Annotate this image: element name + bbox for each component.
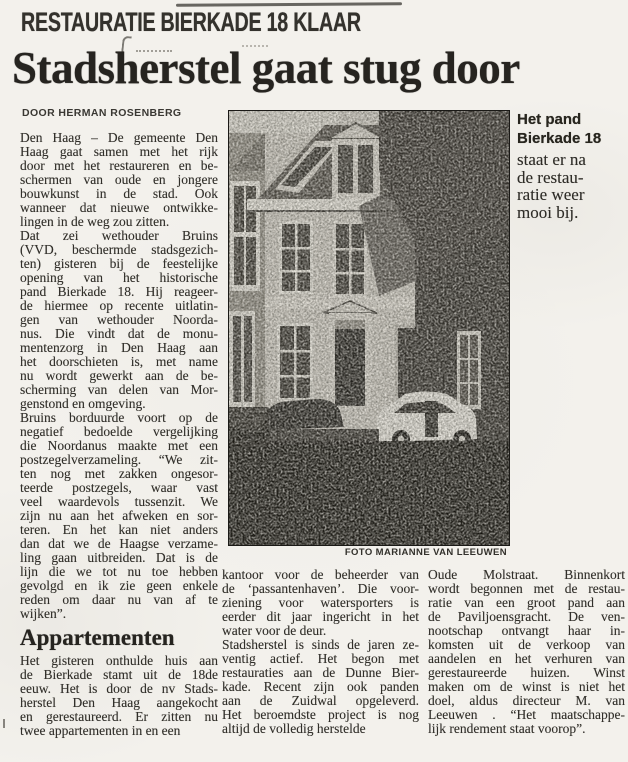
text-line: eeuw. Het is door de nv Stads-: [20, 681, 218, 696]
text-line: reden om daar nu van af te: [20, 592, 218, 607]
text-line: maken om de winst is niet het: [428, 679, 625, 694]
text-line: kade. Recent zijn ook panden: [222, 679, 419, 694]
text-line: ventig actief. Het begon met: [222, 651, 419, 666]
text-line: Het beroemdste project is nog: [222, 707, 419, 722]
text-line: altijd de volledig herstelde: [222, 721, 366, 736]
left-column-text: [20, 131, 218, 621]
text-line: gen van wethouder Noorda-: [20, 312, 218, 327]
text-line: ten) gisteren bij de feestelijke: [20, 256, 218, 271]
text-line: door met het restaureren en be-: [20, 158, 218, 173]
photo-credit: FOTO MARIANNE VAN LEEUWEN: [344, 547, 507, 558]
text-line: gerestaureerde huizen. Winst: [428, 665, 625, 680]
caption-line: de restau-: [517, 167, 584, 187]
text-line: Leeuwen . “Het maatschappe-: [428, 707, 625, 722]
text-line: postzegelverzameling. “We zit-: [20, 452, 218, 467]
text-line: scherming van delen van Mor-: [20, 382, 218, 397]
text-line: het doorschieten is, met name: [20, 354, 218, 369]
text-line: dan dat we de Haagse verzame-: [20, 536, 218, 551]
text-line: de hiermee op recente uitlatin-: [20, 298, 218, 313]
text-line: nus. Die vindt dat de monu-: [20, 326, 218, 341]
scan-artifact-tick: [3, 719, 5, 728]
text-line: nootschap ontvangt haar in-: [428, 623, 625, 638]
caption-line: ratie weer: [517, 185, 585, 204]
text-line: doel, aldus directeur M. van: [428, 693, 625, 708]
subhead: Appartementen: [20, 625, 175, 650]
text-line: ziening voor watersporters is: [222, 595, 419, 610]
left-column-text-continued: [20, 654, 218, 738]
text-line: Haag gaat samen met het rijk: [20, 144, 218, 159]
text-line: water voor de deur.: [222, 623, 327, 638]
text-line: zijn nu aan het afweken en sor-: [20, 508, 218, 523]
text-line: ten nog met zakken ongesor-: [20, 466, 218, 481]
text-line: opening van het historische: [20, 270, 218, 285]
text-line: wijken”.: [20, 606, 67, 621]
text-line: twee appartementen in en een: [20, 723, 181, 738]
caption-line: staat er na: [517, 150, 586, 169]
text-line: eerder dit jaar ingericht in het: [222, 609, 419, 624]
text-line: Stadsherstel is sinds de jaren ze-: [222, 637, 419, 652]
article-column-middle: [222, 568, 419, 736]
text-line: gevolgd en ik zie geen enkele: [20, 578, 218, 593]
text-line: Bruins borduurde voort op de: [20, 410, 218, 425]
text-line: wordt begonnen met de restau-: [428, 581, 625, 596]
headline: Stadsherstel gaat stug door: [12, 43, 520, 93]
building-photo-illustration: [229, 111, 509, 545]
text-line: nu wordt gewerkt aan de be-: [20, 368, 218, 383]
scan-artifact-line: [176, 2, 402, 7]
text-line: ling gaan uitbreiden. Dat is de: [20, 550, 218, 565]
text-line: lingen in de weg zou zitten.: [20, 214, 170, 229]
text-line: schermen van oude en jongere: [20, 172, 218, 187]
text-line: de ‘passantenhaven’. Die voor-: [222, 581, 419, 596]
building-photo: [228, 110, 510, 546]
text-line: aandelen en het verhuren van: [428, 651, 625, 666]
text-line: en gerestaureerd. Er zitten nu: [20, 709, 218, 724]
right-column-text: [428, 568, 625, 736]
middle-column-text: [222, 568, 419, 736]
text-line: (VVD, beschermde stadsgezich-: [20, 242, 218, 257]
text-line: de Bierkade stamt uit de 18de: [20, 667, 218, 682]
article-column-right: [428, 568, 625, 736]
text-line: wanneer dat nieuwe ontwikke-: [20, 200, 218, 215]
text-line: Oude Molstraat. Binnenkort: [428, 567, 625, 582]
text-line: Den Haag – De gemeente Den: [20, 130, 218, 145]
photo-caption: [517, 111, 625, 221]
text-line: mentenzorg in Den Haag aan: [20, 340, 218, 355]
text-line: Het gisteren onthulde huis aan: [20, 653, 218, 668]
caption-line: mooi bij.: [517, 202, 579, 222]
text-line: bouwkunst in de stad. Ook: [20, 186, 218, 201]
text-line: komsten uit de verkoop van: [428, 637, 625, 652]
text-line: Dat zei wethouder Bruins: [20, 228, 218, 243]
text-line: teerde postzegels, waar vast: [20, 480, 218, 495]
photo-caption-text: [517, 151, 625, 221]
byline: DOOR HERMAN ROSENBERG: [22, 107, 182, 119]
text-line: restauraties aan de Dunne Bier-: [222, 665, 419, 680]
text-line: teren. En het kan niet anders: [20, 522, 218, 537]
text-line: veel waardevols tussenzit. We: [20, 494, 218, 509]
text-line: lijn die we tot nu toe hebben: [20, 564, 218, 579]
text-line: negatief bedoelde vergelijking: [20, 424, 218, 439]
text-line: herstel Den Haag aangekocht: [20, 695, 218, 710]
text-line: genstond en omgeving.: [20, 396, 146, 411]
text-line: pand Bierkade 18. Hij reageer-: [20, 284, 218, 299]
text-line: die Noordanus maakte met een: [20, 438, 218, 453]
text-line: lijk rendement staat voorop”.: [428, 721, 586, 736]
text-line: kantoor voor de beheerder van: [222, 567, 419, 582]
article-column-left: [20, 131, 218, 738]
caption-line: Het pand: [517, 111, 582, 128]
text-line: de Paviljoensgracht. De ven-: [428, 609, 625, 624]
caption-line: Bierkade 18: [517, 129, 602, 147]
text-line: aan de Zuidwal opgeleverd.: [222, 693, 419, 708]
text-line: ratie van een groot pand aan: [428, 595, 625, 610]
photo-caption-bold: [517, 111, 625, 148]
kicker: RESTAURATIE BIERKADE 18 KLAAR: [21, 8, 361, 38]
